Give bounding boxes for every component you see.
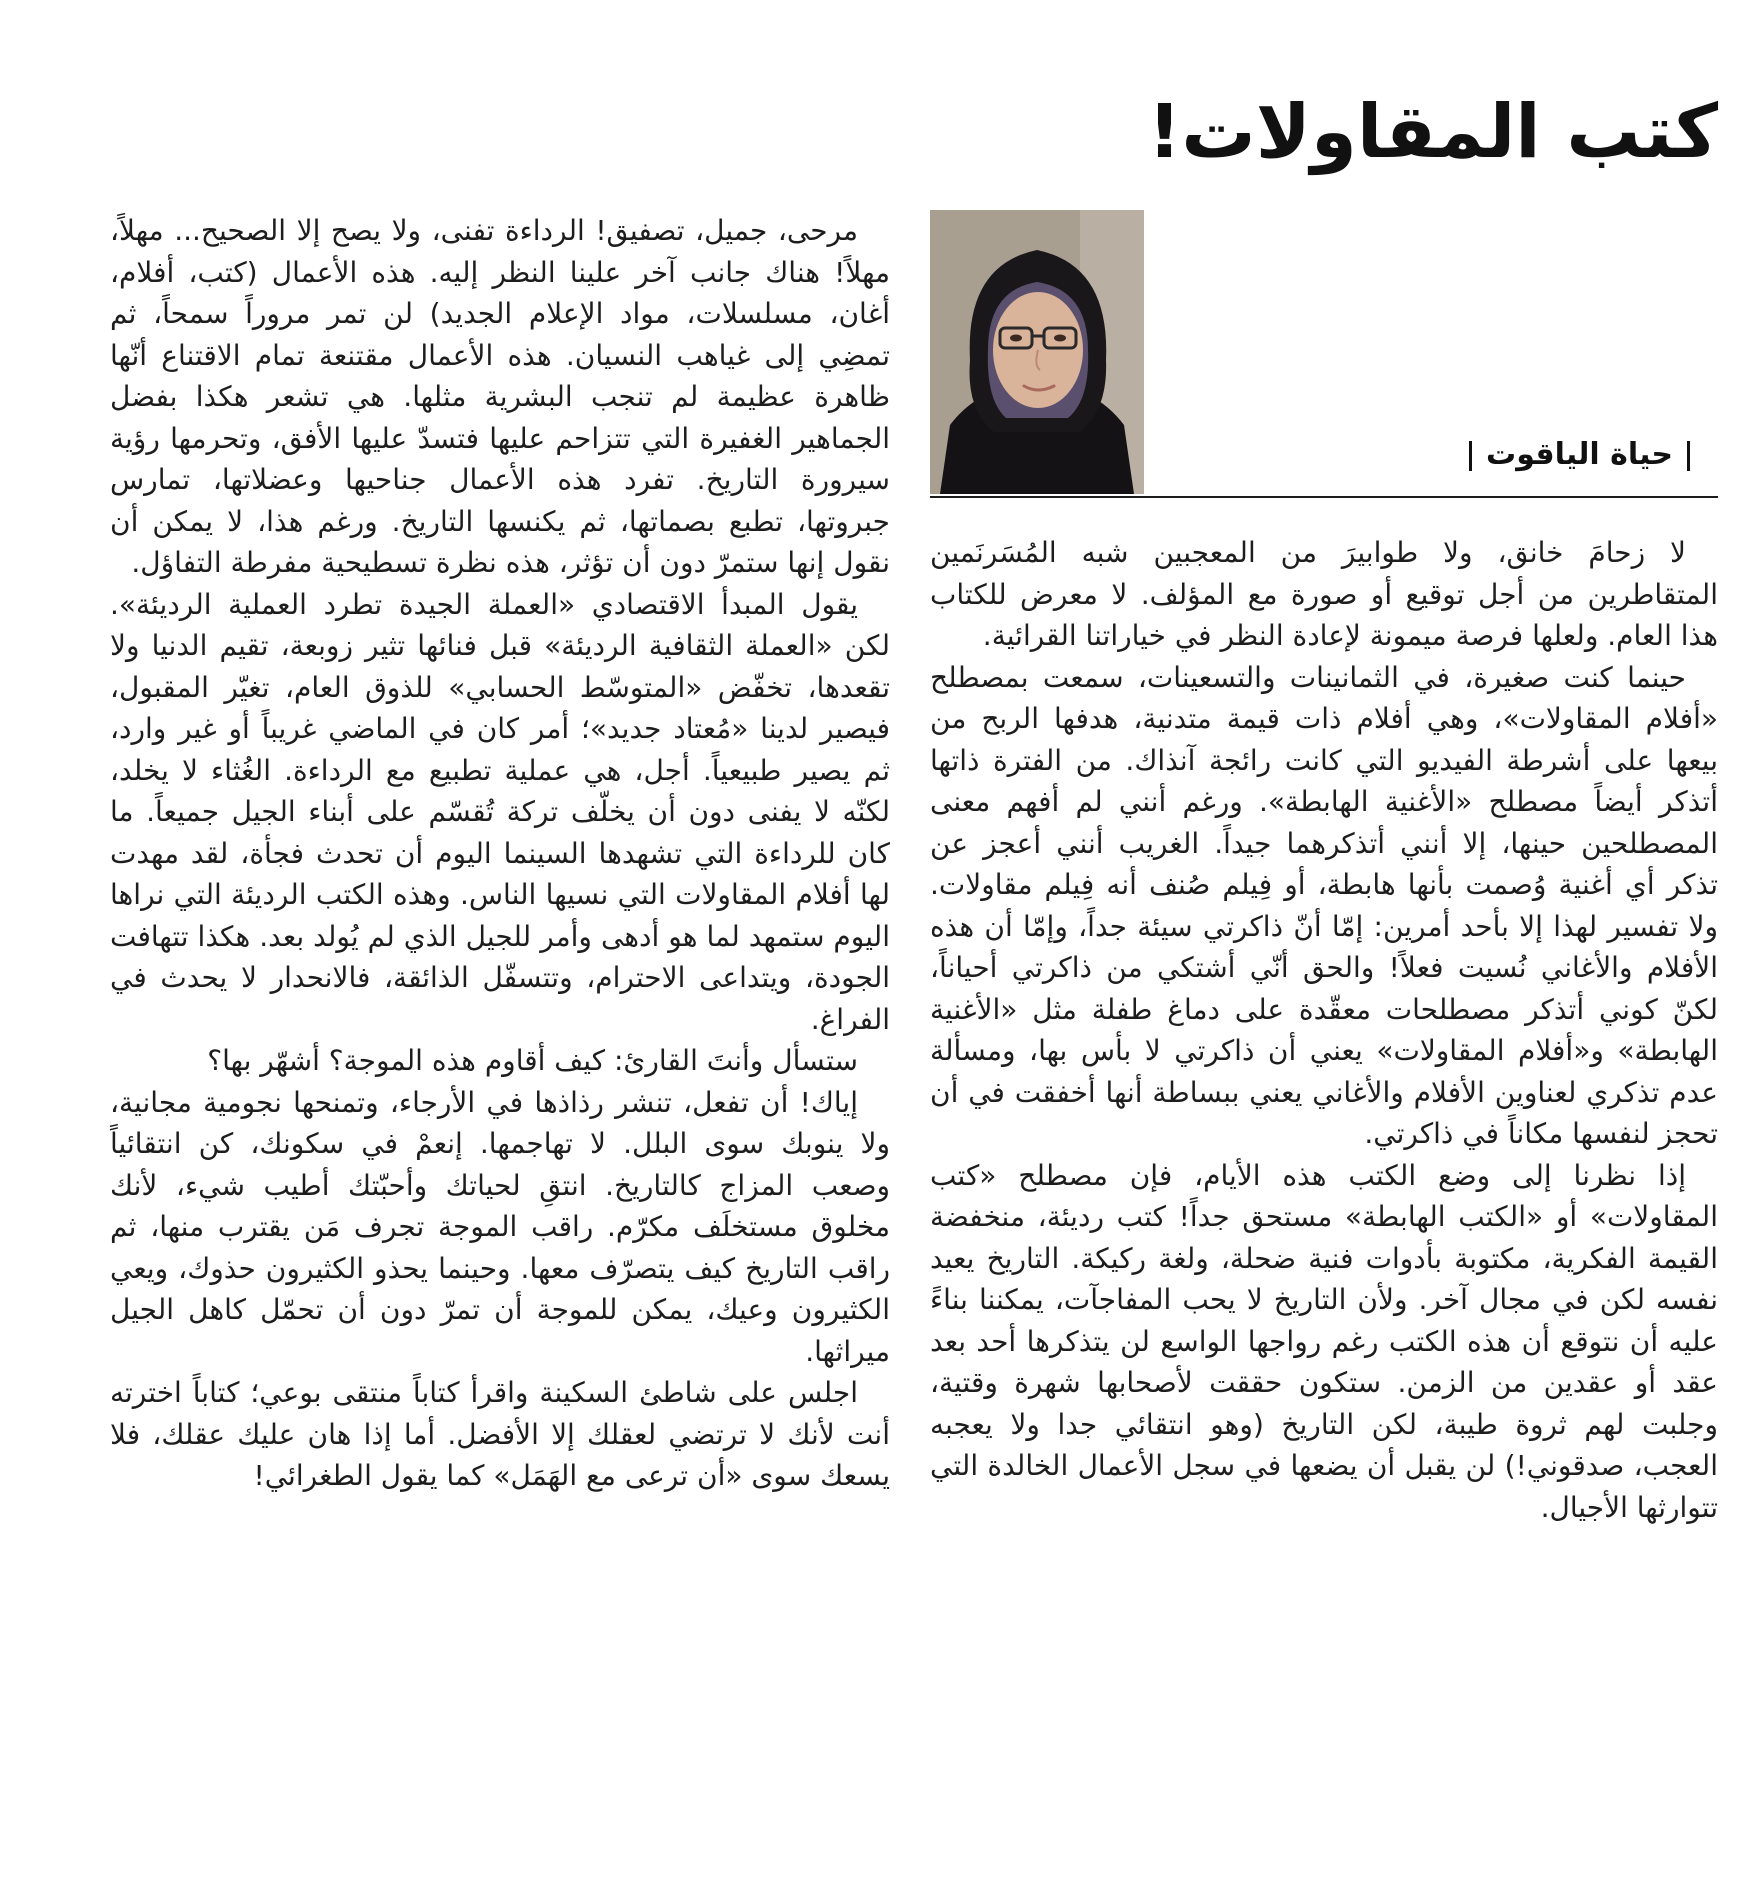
author-name: حياة الياقوت xyxy=(1486,437,1673,472)
right-column xyxy=(930,210,1718,1528)
byline-bar-left xyxy=(1469,441,1472,471)
right-paragraph-3: إذا نظرنا إلى وضع الكتب هذه الأيام، فإن مصطلح «كتب المقاولات» أو «الكتب الهابطة» مستحق جداً! كتب رديئة، منخفضة القيمة الفكرية، مكتوبة بأدوات فنية ضحلة، ولغة ركيكة. التاريخ يعيد نفسه لكن في مجال آخر. ولأن التاريخ لا يحب المفاجآت، يمكننا بناءً عليه أن نتوقع أن هذه الكتب رغم رواجها الواسع لن يتذكرها أحد بعد عقد أو عقدين من الزمن. ستكون حققت لأصحابها شهرة وقتية، وجلبت لهم ثروة طيبة، لكن التاريخ (وهو انتقائي جدا ولا يعجبه العجب، صدقوني!) لن يقبل أن يضعها في سجل الأعمال الخالدة التي تتوارثها الأجيال. xyxy=(930,1158,1718,1524)
author-photo-icon xyxy=(930,210,1144,494)
author-portrait-illustration xyxy=(930,210,1144,494)
article-title: كتب المقاولات! xyxy=(1147,88,1718,175)
left-paragraph-3: ستسأل وأنتَ القارئ: كيف أقاوم هذه الموجة؟ أشهّر بها؟ xyxy=(207,1044,858,1077)
left-paragraph-4: إياك! أن تفعل، تنشر رذاذها في الأرجاء، وتمنحها نجومية مجانية، ولا ينوبك سوى البلل. لا تهاجمها. إنعمْ في سكونك، كن انتقائياً وصعب المزاج كالتاريخ. انتقِ لحياتك وأحبّتك أطيب شيء، لأنك مخلوق مستخلَف مكرّم. راقب الموجة تجرف مَن يقترب منها، ثم راقب التاريخ كيف يتصرّف معها. وحينما يحذو الكثيرون حذوك، ويعي الكثيرون وعيك، يمكن للموجة أن تمرّ دون أن تحمّل كاهل الجيل ميراثها. xyxy=(110,1085,890,1368)
left-paragraph-2: يقول المبدأ الاقتصادي «العملة الجيدة تطرد العملية الرديئة». لكن «العملة الثقافية الرديئة» قبل فنائها تثير زوبعة، تقيم الدنيا ولا تقعدها، تخفّض «المتوسّط الحسابي» للذوق العام، تغيّر المقبول، فيصير لدينا «مُعتاد جديد»؛ أمر كان في الماضي غريباً أو غير وارد، ثم يصير طبيعياً. أجل، هي عملية تطبيع مع الرداءة. الغُثاء لا يخلد، لكنّه لا يفنى دون أن يخلّف تركة تُقسّم على أبناء الجيل جميعاً. ما كان للرداءة التي تشهدها السينما اليوم أن تحدث فجأة، لقد مهدت لها أفلام المقاولات التي نسيها الناس. وهذه الكتب الرديئة التي نراها اليوم ستمهد لما هو أدهى وأمر للجيل الذي لم يُولد بعد. هكذا تتهافت الجودة، ويتداعى الاحترام، وتتسفّل الذائقة، فالانحدار لا يحدث في الفراغ. xyxy=(110,587,890,1036)
left-paragraph-5: اجلس على شاطئ السكينة واقرأ كتاباً منتقى بوعي؛ كتاباً اخترته أنت لأنك لا ترتضي لعقلك إلا الأفضل. أما إذا هان عليك عقلك، فلا يسعك سوى «أن ترعى مع الهَمَل» كما يقول الطغرائي! xyxy=(110,1376,890,1492)
left-paragraph-1: مرحى، جميل، تصفيق! الرداءة تفنى، ولا يصح إلا الصحيح... مهلاً، مهلاً! هناك جانب آخر علينا النظر إليه. هذه الأعمال (كتب، أفلام، أغان، مسلسلات، مواد الإعلام الجديد) لن تمر مروراً سمحاً، ثم تمضِي إلى غياهب النسيان. هذه الأعمال مقتنعة تمام الاقتناع أنّها ظاهرة عظيمة لم تنجب البشرية مثلها. هي تشعر هكذا بفضل الجماهير الغفيرة التي تتزاحم عليها فتسدّ عليها الأفق، وتحرمها رؤية سيرورة التاريخ. تفرد هذه الأعمال جناحيها وعضلاتها، تمارس جبروتها، تطبع بصماتها، ثم يكنسها التاريخ. ورغم هذا، لا يمكن أن نقول إنها ستمرّ دون أن تؤثر، هذه نظرة تسطيحية مفرطة التفاؤل. xyxy=(110,214,890,579)
right-paragraph-1: لا زحامَ خانق، ولا طوابيرَ من المعجبين شبه المُسَرنَمين المتقاطرين من أجل توقيع أو صورة مع المؤلف. لا معرض للكتاب هذا العام. ولعلها فرصة ميمونة لإعادة النظر في خياراتنا القرائية. xyxy=(930,536,1718,652)
right-column-body xyxy=(930,532,1718,1528)
byline-bar-right xyxy=(1687,441,1690,471)
author-byline xyxy=(1455,437,1704,472)
byline-block xyxy=(930,210,1718,498)
left-column xyxy=(110,210,890,1497)
right-paragraph-2: حينما كنت صغيرة، في الثمانينات والتسعينات، سمعت بمصطلح «أفلام المقاولات»، وهي أفلام ذات قيمة متدنية، هدفها الربح من بيعها على أشرطة الفيديو التي كانت رائجة آنذاك. من الفترة ذاتها أتذكر أيضاً مصطلح «الأغنية الهابطة». ورغم أنني لم أفهم معنى المصطلحين حينها، إلا أنني أتذكرهما جيداً. الغريب أنني أعجز عن تذكر أي أغنية وُصمت بأنها هابطة، أو فِيلم صُنف أنه فِيلم مقاولات. ولا تفسير لهذا إلا بأحد أمرين: إمّا أنّ ذاكرتي سيئة جداً، وإمّا أن هذه الأفلام والأغاني نُسيت فعلاً! والحق أنّي أشتكي من ذاكرتي أحياناً، لكنّ كوني أتذكر مصطلحات معقّدة على دماغ طفلة مثل «الأغنية الهابطة» و«أفلام المقاولات» يعني أن ذاكرتي لا بأس بها، ومسألة عدم تذكري لعناوين الأفلام والأغاني يعني ببساطة أنها أخفقت في أن تحجز لنفسها مكاناً في ذاكرتي. xyxy=(930,660,1718,1150)
